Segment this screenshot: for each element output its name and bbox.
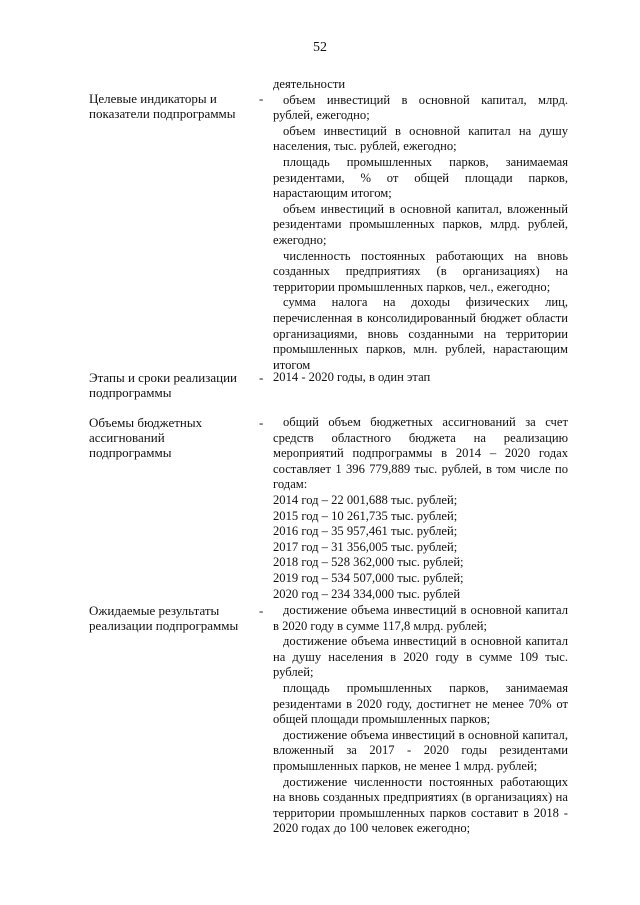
budget-year-row: 2019 год – 534 507,000 тыс. рублей; [273, 570, 464, 585]
budget-year-row: 2018 год – 528 362,000 тыс. рублей; [273, 555, 464, 570]
list-item: достижение объема инвестиций в основной капитал, вложенный за 2017 - 2020 годы резидентами промышленных парков, не менее 1 млрд. рублей; [273, 727, 568, 773]
section-content [273, 415, 568, 602]
budget-year-row: 2020 год – 234 334,000 тыс. рублей [273, 586, 461, 601]
lead-text: деятельности [273, 77, 346, 91]
list-item: площадь промышленных парков, занимаемая резидентами, % от общей площади парков, нарастающим итогом; [273, 154, 568, 201]
list-item: численность постоянных работающих на вновь созданных предприятиях (в организациях) на территории промышленных парков, чел., ежегодно; [273, 248, 568, 294]
page-number: 52 [313, 40, 327, 55]
list-item: площадь промышленных парков, занимаемая резидентами в 2020 году, достигнет не менее 70% от общей площади промышленных парков; [273, 680, 568, 727]
list-item: объем инвестиций в основной капитал, вложенный резидентами промышленных парков, млрд. рублей, ежегодно; [273, 201, 568, 247]
budget-year-row: 2016 год – 35 957,461 тыс. рублей; [273, 524, 458, 539]
list-item: объем инвестиций в основной капитал, млрд. рублей, ежегодно; [273, 92, 568, 123]
list-item: сумма налога на доходы физических лиц, перечисленная в консолидированный бюджет области организациями, вновь созданными на территории промышленных парков, млн. рублей, нарастающим итогом [273, 295, 568, 372]
list-item: достижение объема инвестиций в основной капитал на душу населения в 2020 году в сумме 109 тыс. рублей; [273, 634, 568, 680]
section-content [273, 603, 568, 837]
dash-separator: - [259, 91, 264, 106]
stages-text: 2014 - 2020 годы, в один этап [273, 370, 431, 384]
section-label: Этапы и сроки реализации подпрограммы [89, 370, 237, 400]
list-item: достижение численности постоянных работающих на вновь созданных предприятиях (в организациях) на территории промышленных парков составит в 2018 - 2020 годах до 100 человек ежегодно; [273, 774, 568, 836]
dash-separator: - [259, 603, 264, 618]
budget-summary: общий объем бюджетных ассигнований за счет средств областного бюджета на реализацию мероприятий подпрограммы в 2014 – 2020 годах составляет 1 396 779,889 тыс. рублей, в том числе по годам: [273, 415, 568, 492]
section-label: Целевые индикаторы и показатели подпрограммы [89, 91, 236, 121]
section-content [273, 77, 568, 373]
budget-year-row: 2014 год – 22 001,688 тыс. рублей; [273, 492, 458, 507]
dash-separator: - [259, 415, 264, 430]
dash-separator: - [259, 370, 264, 385]
list-item: объем инвестиций в основной капитал на душу населения, тыс. рублей, ежегодно; [273, 123, 568, 154]
budget-year-row: 2015 год – 10 261,735 тыс. рублей; [273, 508, 458, 523]
section-label: Объемы бюджетных ассигнований подпрограммы [89, 415, 203, 460]
budget-year-row: 2017 год – 31 356,005 тыс. рублей; [273, 539, 458, 554]
section-label: Ожидаемые результаты реализации подпрограммы [89, 603, 239, 633]
section-content [273, 370, 568, 386]
list-item: достижение объема инвестиций в основной капитал в 2020 году в сумме 117,8 млрд. рублей; [273, 603, 568, 633]
